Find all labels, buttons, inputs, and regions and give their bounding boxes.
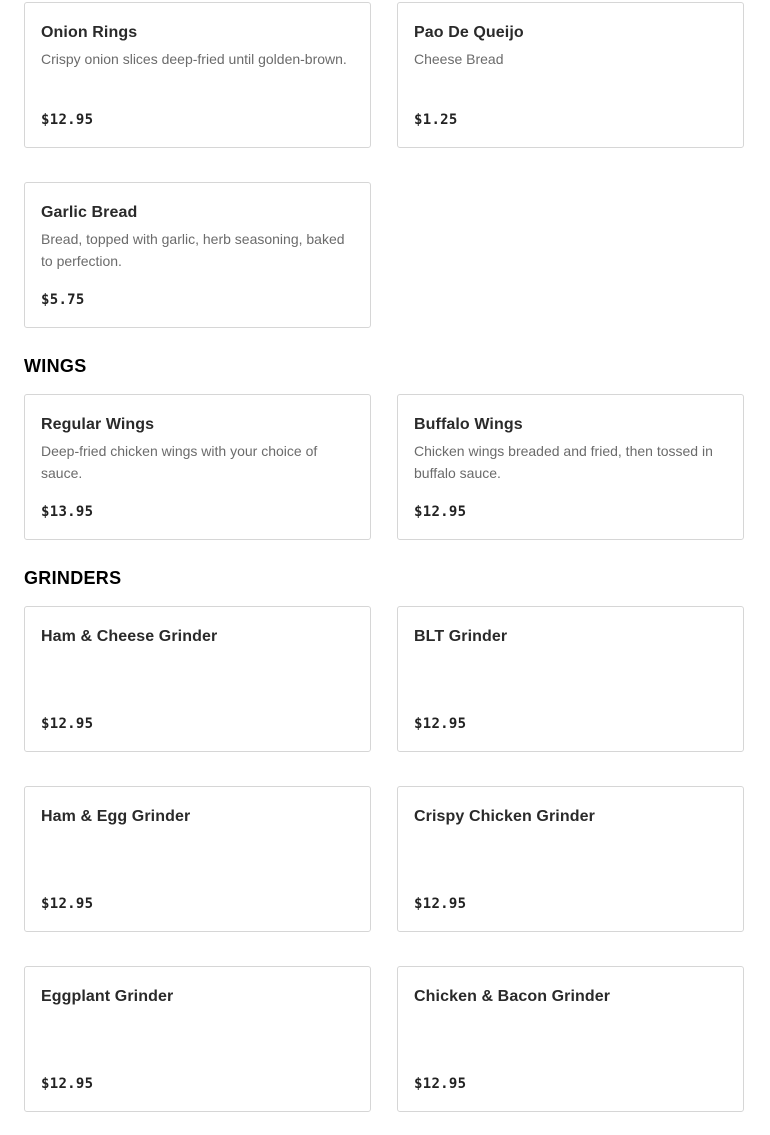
menu-item-price: $12.95 [41,112,94,128]
menu-item-price: $12.95 [41,716,94,732]
menu-item-price: $12.95 [414,716,467,732]
section-heading-grinders: GRINDERS [24,568,122,588]
menu-item-card[interactable] [24,182,371,328]
menu-item-name: Eggplant Grinder [41,988,174,1005]
menu-item-price: $1.25 [414,112,458,128]
menu-item-name: Pao De Queijo [414,24,524,41]
menu-item-description: Bread, topped with garlic, herb seasoning, baked to perfection. [41,231,345,269]
menu-item-name: Crispy Chicken Grinder [414,808,595,825]
menu-item-card[interactable] [24,606,371,752]
menu-item-description: Cheese Bread [414,51,504,67]
section-heading-wings: WINGS [24,356,87,376]
menu-item-card[interactable] [397,2,744,148]
menu-item-card[interactable] [24,2,371,148]
menu-item-price: $12.95 [41,896,94,912]
menu-item-card[interactable] [397,786,744,932]
menu-item-name: BLT Grinder [414,628,508,645]
menu-item-name: Garlic Bread [41,204,138,221]
menu-item-name: Ham & Cheese Grinder [41,628,218,645]
menu-item-card[interactable] [24,966,371,1112]
menu-item-name: Chicken & Bacon Grinder [414,988,611,1005]
menu-item-description: Chicken wings breaded and fried, then tossed in buffalo sauce. [414,443,713,481]
menu-item-card[interactable] [24,786,371,932]
menu-item-card[interactable] [24,394,371,540]
menu-item-name: Onion Rings [41,24,138,41]
menu-item-card[interactable] [397,394,744,540]
menu-item-price: $12.95 [414,896,467,912]
menu-item-card[interactable] [397,966,744,1112]
menu-item-name: Regular Wings [41,416,155,433]
menu-item-price: $12.95 [414,1076,467,1092]
menu-item-description: Deep-fried chicken wings with your choice of sauce. [41,443,318,481]
menu-item-name: Buffalo Wings [414,416,523,433]
menu-item-description: Crispy onion slices deep-fried until golden-brown. [41,51,347,67]
menu-item-card[interactable] [397,606,744,752]
menu-item-price: $13.95 [41,504,94,520]
menu-item-price: $12.95 [414,504,467,520]
menu-item-price: $12.95 [41,1076,94,1092]
menu-item-price: $5.75 [41,292,85,308]
menu-item-name: Ham & Egg Grinder [41,808,191,825]
